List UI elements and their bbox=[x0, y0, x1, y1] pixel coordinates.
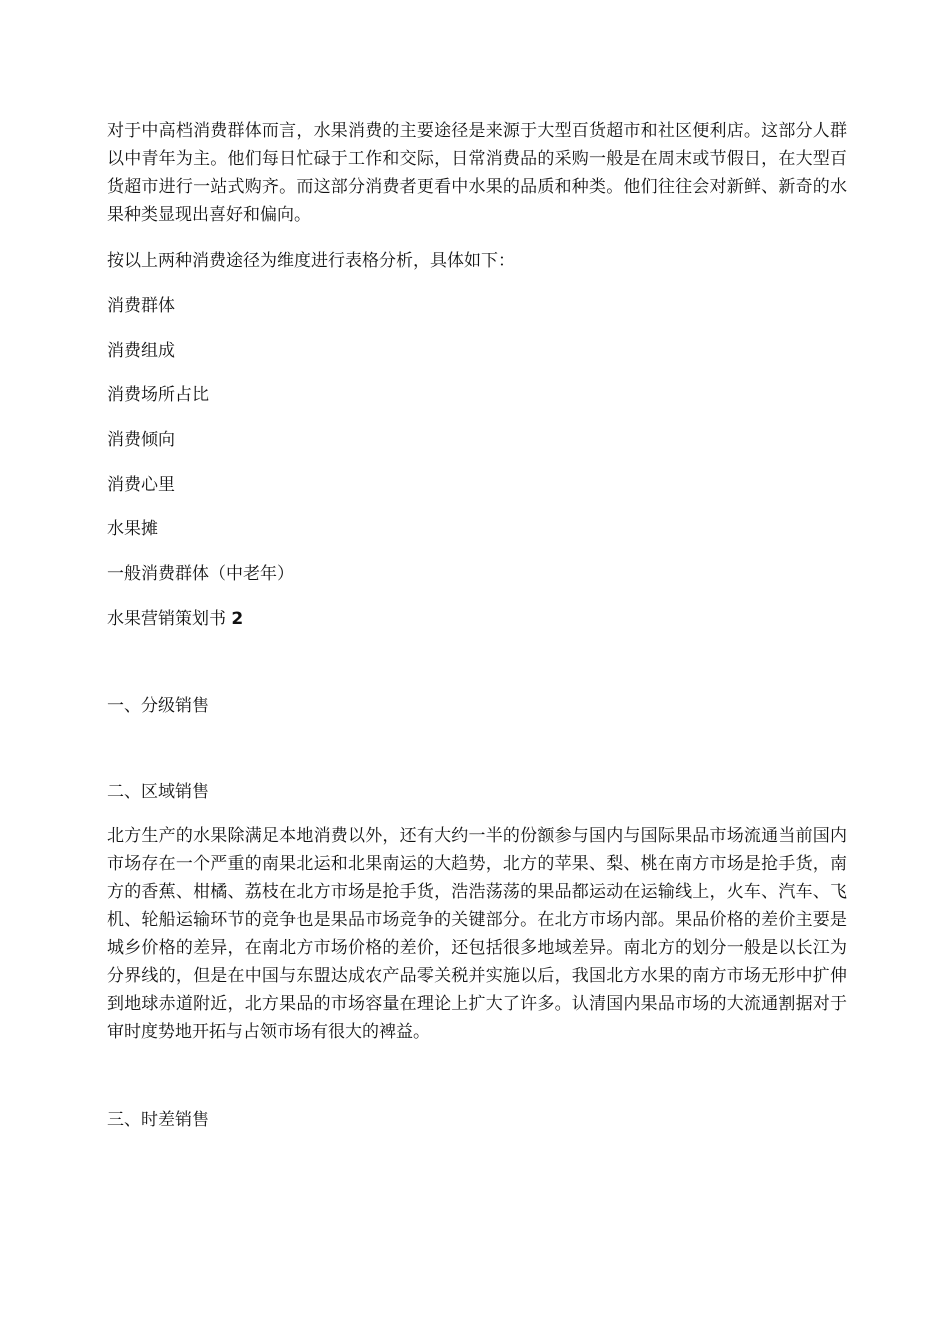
table-intro-text: 按以上两种消费途径为维度进行表格分析，具体如下： bbox=[107, 251, 515, 271]
table-row-label: 消费群体 bbox=[107, 296, 175, 316]
table-row-label: 消费组成 bbox=[107, 341, 175, 361]
table-row-label: 消费场所占比 bbox=[107, 385, 209, 405]
table-row-label: 水果摊 bbox=[107, 519, 158, 539]
table-row-label: 消费心里 bbox=[107, 475, 175, 495]
intro-paragraph: 对于中高档消费群体而言，水果消费的主要途径是来源于大型百货超市和社区便利店。这部分人群以中青年为主。他们每日忙碌于工作和交际，日常消费品的采购一般是在周末或节假日，在大型百货超市进行一站式购齐。而这部分消费者更看中水果的品质和种类。他们往往会对新鲜、新奇的水果种类显现出喜好和偏向。 bbox=[107, 121, 847, 225]
section-title bbox=[107, 607, 243, 631]
heading-regional-sales: 二、区域销售 bbox=[107, 782, 209, 802]
heading-grading-sales: 一、分级销售 bbox=[107, 696, 209, 716]
region-paragraph: 北方生产的水果除满足本地消费以外，还有大约一半的份额参与国内与国际果品市场流通当前国内市场存在一个严重的南果北运和北果南运的大趋势，北方的苹果、梨、桃在南方市场是抢手货，南方的香蕉、柑橘、荔枝在北方市场是抢手货，浩浩荡荡的果品都运动在运输线上，火车、汽车、飞机、轮船运输环节的竞争也是果品市场竞争的关键部分。在北方市场内部。果品价格的差价主要是城乡价格的差异，在南北方市场价格的差价，还包括很多地域差异。南北方的划分一般是以长江为分界线的，但是在中国与东盟达成农产品零关税并实施以后，我国北方水果的南方市场无形中扩伸到地球赤道附近，北方果品的市场容量在理论上扩大了许多。认清国内果品市场的大流通割据对于审时度势地开拓与占领市场有很大的裨益。 bbox=[107, 826, 847, 1042]
table-row-label: 消费倾向 bbox=[107, 430, 175, 450]
section-title-number: 2 bbox=[231, 609, 244, 629]
section-title-text: 水果营销策划书 bbox=[107, 609, 226, 629]
heading-time-sales: 三、时差销售 bbox=[107, 1110, 209, 1130]
table-row-label: 一般消费群体（中老年） bbox=[107, 564, 294, 584]
